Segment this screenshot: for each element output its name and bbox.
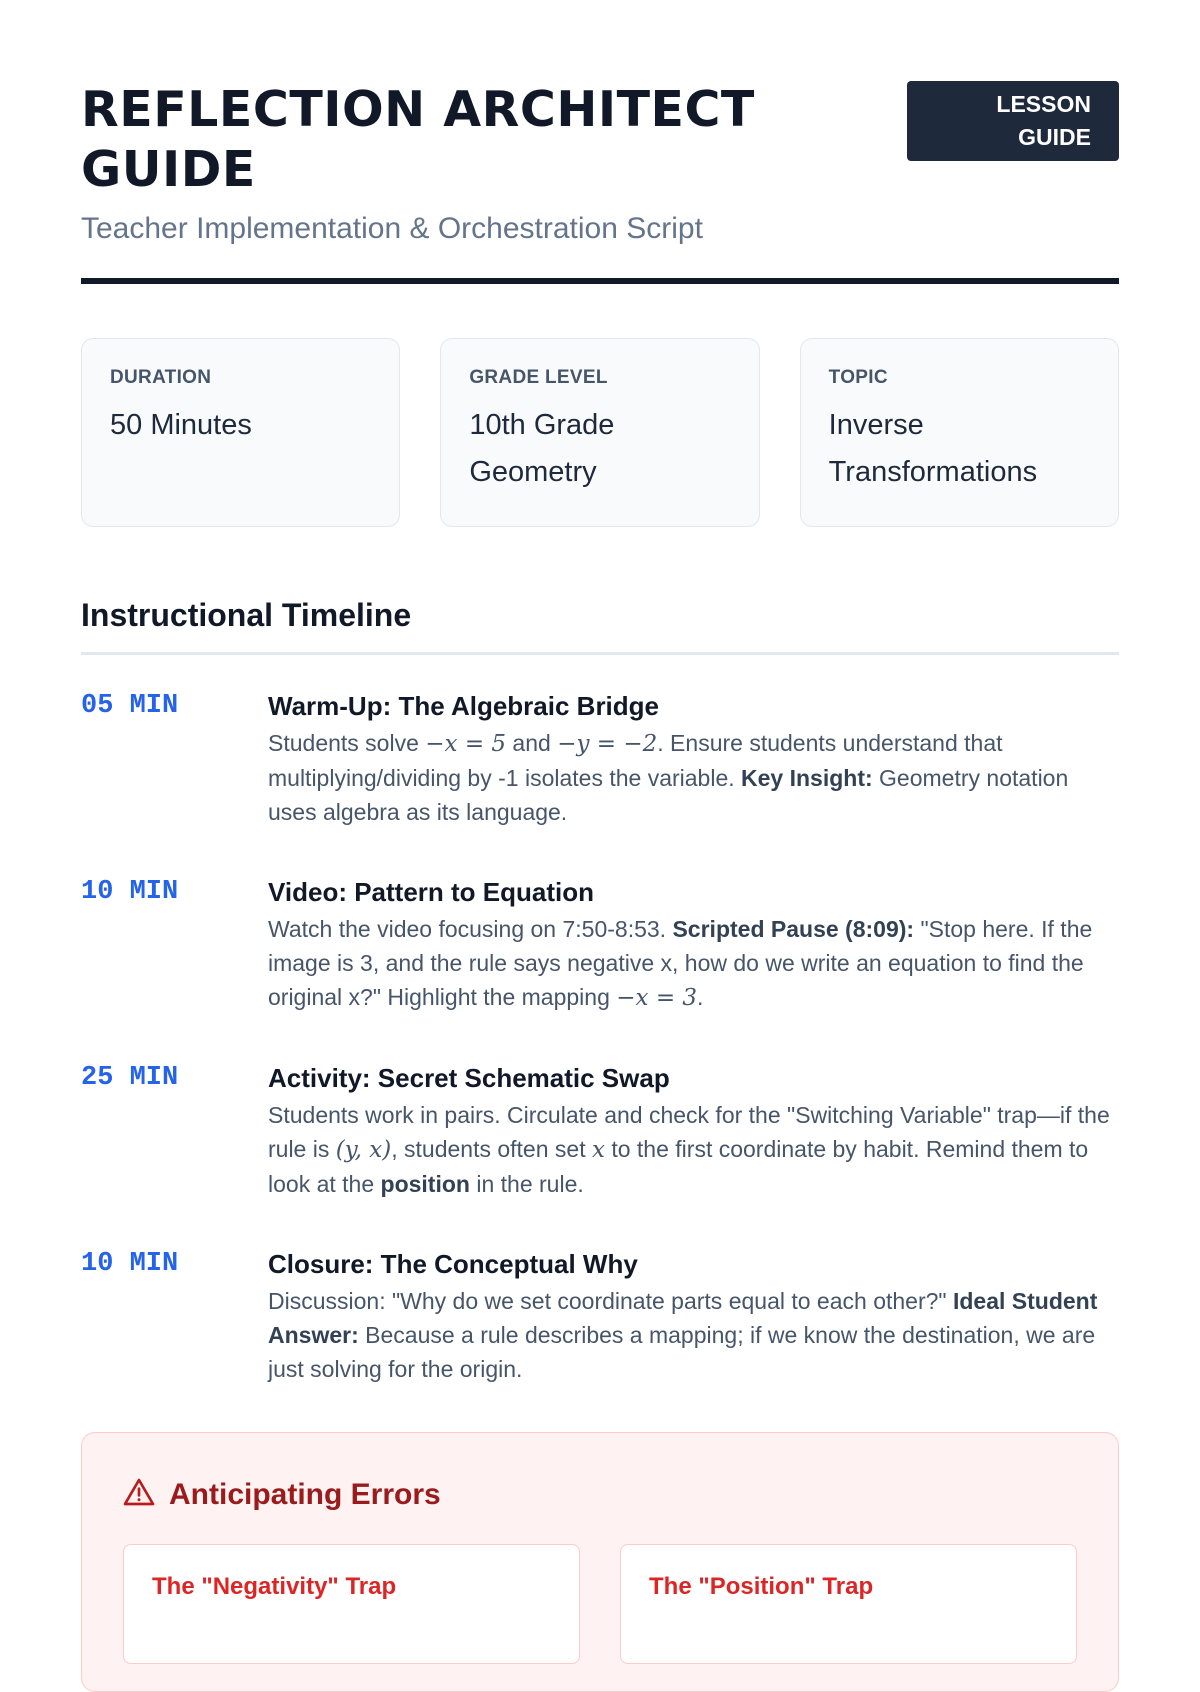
timeline-body <box>268 1061 1119 1201</box>
meta-card-value: 10th Grade Geometry <box>469 409 615 488</box>
timeline-item-title: Closure: The Conceptual Why <box>268 1249 638 1279</box>
error-card-title: The "Position" Trap <box>649 1573 874 1600</box>
desc-text: "Stop here. If the image is 3, and the rule says negative x, how do we write an equation to find the original x?" Highlight the mapping <box>268 916 1093 1010</box>
desc-text: , students often set <box>391 1136 592 1162</box>
desc-text: and <box>506 730 558 756</box>
desc-emphasis: Key Insight: <box>741 765 873 791</box>
meta-cards <box>81 338 1119 527</box>
math-expression: −x = 5 <box>425 731 507 757</box>
timeline-divider <box>81 652 1119 655</box>
timeline-body <box>268 1247 1119 1386</box>
desc-text: Discussion: "Why do we set coordinate parts equal to each other?" <box>268 1288 953 1314</box>
timeline-body <box>268 875 1119 1015</box>
lesson-guide-badge: LESSON GUIDE <box>907 81 1119 161</box>
page-title: REFLECTION ARCHITECT GUIDE <box>81 81 755 198</box>
errors-title: Anticipating Errors <box>169 1477 441 1511</box>
math-expression: (y, x) <box>335 1137 392 1163</box>
desc-text: Students work in pairs. Circulate and check for the "Switching Variable" trap—if the rule is <box>268 1102 1110 1162</box>
timeline-item <box>81 1061 1119 1201</box>
meta-card-label: TOPIC <box>828 367 888 388</box>
timeline-item <box>81 1247 1119 1386</box>
timeline-item <box>81 689 1119 829</box>
timeline-item-description <box>268 1098 1119 1201</box>
meta-card-topic <box>800 338 1119 527</box>
meta-card-label: DURATION <box>110 367 212 388</box>
desc-text: . <box>697 984 704 1010</box>
math-expression: −y = −2 <box>557 731 658 757</box>
timeline-item-title: Video: Pattern to Equation <box>268 877 594 907</box>
page-subtitle: Teacher Implementation & Orchestration Script <box>81 212 703 245</box>
timeline-item-description <box>268 912 1119 1015</box>
timeline-item-title: Warm-Up: The Algebraic Bridge <box>268 691 660 721</box>
meta-card-duration <box>81 338 400 527</box>
error-card-title: The "Negativity" Trap <box>152 1573 397 1600</box>
timeline-item-description <box>268 726 1119 829</box>
timeline-time: 10 MIN <box>81 877 179 907</box>
timeline-item <box>81 875 1119 1015</box>
desc-emphasis: Scripted Pause (8:09): <box>672 916 915 942</box>
meta-card-value: Inverse Transformations <box>828 409 1038 488</box>
desc-text: . Ensure students understand that multiplying/dividing by -1 isolates the variable. <box>268 730 1003 791</box>
math-expression: x <box>591 1137 605 1163</box>
meta-card-grade-level <box>440 338 759 527</box>
desc-text: Students solve <box>268 730 426 756</box>
meta-card-label: GRADE LEVEL <box>469 367 608 388</box>
timeline-body <box>268 689 1119 829</box>
title-block <box>81 80 781 246</box>
desc-text: Geometry notation uses algebra as its language. <box>268 765 1069 825</box>
timeline-list <box>81 689 1119 1386</box>
desc-emphasis: position <box>380 1171 470 1197</box>
timeline-time: 05 MIN <box>81 691 179 721</box>
desc-text: Because a rule describes a mapping; if we know the destination, we are just solving for the origin. <box>268 1322 1096 1382</box>
errors-header <box>123 1477 1077 1512</box>
header-divider <box>81 278 1119 284</box>
desc-text: in the rule. <box>469 1171 584 1197</box>
header <box>81 80 1119 246</box>
desc-text: Watch the video focusing on 7:50-8:53. <box>268 916 673 942</box>
desc-emphasis: Ideal Student Answer: <box>268 1288 1098 1348</box>
error-card-position <box>620 1544 1077 1664</box>
timeline-item-title: Activity: Secret Schematic Swap <box>268 1063 670 1093</box>
meta-card-value: 50 Minutes <box>110 409 252 441</box>
error-card-negativity <box>123 1544 580 1664</box>
timeline-time: 25 MIN <box>81 1063 179 1093</box>
timeline-heading: Instructional Timeline <box>81 597 412 633</box>
warning-icon <box>123 1477 155 1512</box>
timeline-item-description <box>268 1284 1119 1386</box>
math-expression: −x = 3 <box>616 985 698 1011</box>
anticipating-errors-panel <box>81 1432 1119 1692</box>
timeline-time: 10 MIN <box>81 1249 179 1279</box>
desc-text: to the first coordinate by habit. Remind them to look at the <box>268 1136 1089 1197</box>
error-cards <box>123 1544 1077 1664</box>
